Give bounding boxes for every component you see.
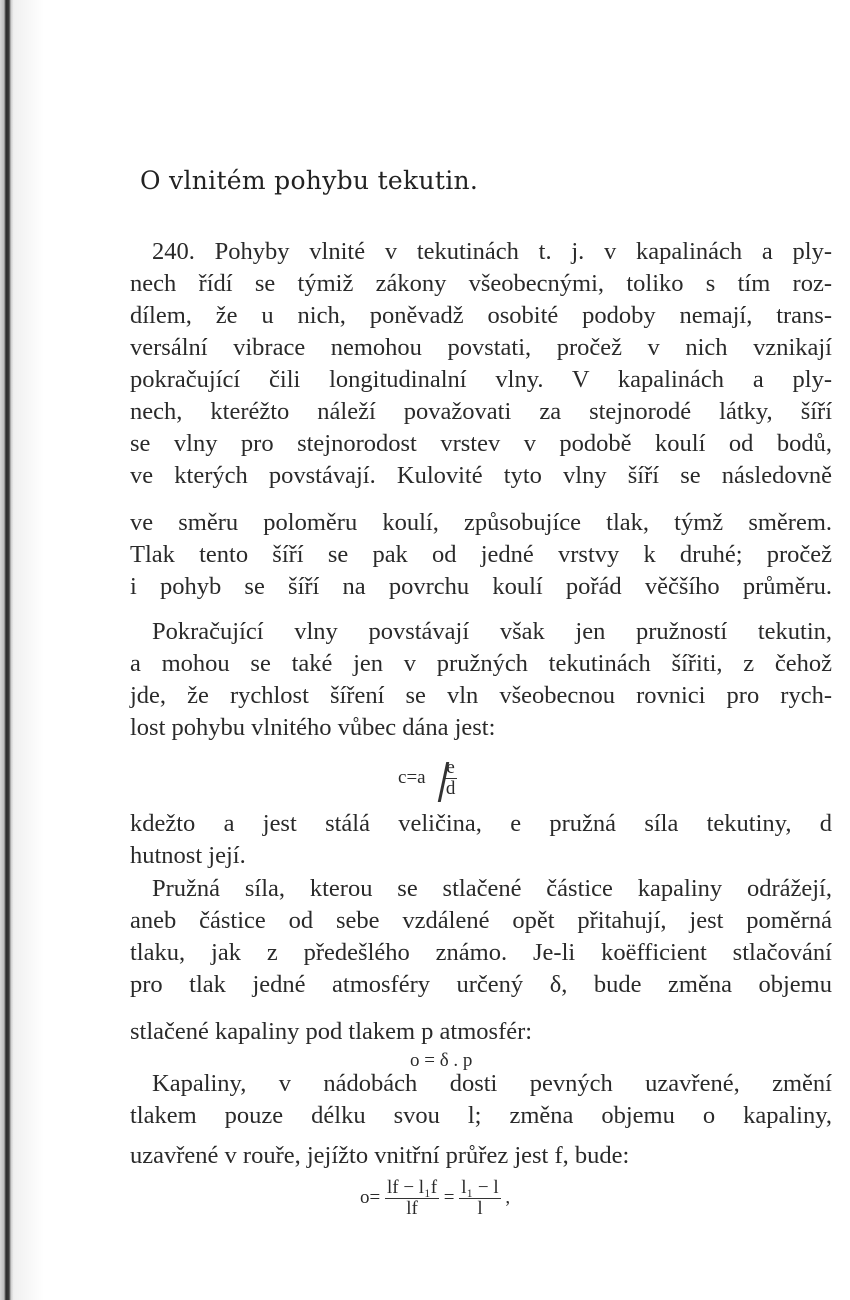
formula-eq: = <box>406 766 418 788</box>
text-line: kdežto a jest stálá veličina, e pružná síla tekutiny, d <box>130 810 832 837</box>
formula-lhs: o <box>360 1186 370 1208</box>
fraction-denominator: d <box>445 778 456 799</box>
page-binding-edge <box>0 0 14 1300</box>
text-line: jde, že rychlost šíření se vln všeobecnou rovnici pro rych- <box>130 682 832 709</box>
text-line: dílem, že u nich, poněvadž osobité podoby nemají, trans- <box>130 302 832 329</box>
formula-lhs: c <box>398 766 407 788</box>
text-line: aneb částice od sebe vzdálené opět přitahují, jest poměrná <box>130 907 832 934</box>
formula-eq: = <box>369 1186 381 1208</box>
binding-shadow <box>14 0 44 1300</box>
text-line: Kapaliny, v nádobách dosti pevných uzavřené, změní <box>152 1070 832 1097</box>
text-line: pro tlak jedné atmosféry určený δ, bude změna objemu <box>130 971 832 998</box>
formula-eq: = <box>443 1186 455 1208</box>
text-line: ve směru poloměru koulí, způsobujíce tlak, týmž směrem. <box>130 509 832 536</box>
text-line: tlaku, jak z předešlého známo. Je-li koëfficient stlačování <box>130 939 832 966</box>
text-line: hutnost její. <box>130 842 246 869</box>
text-line: versální vibrace nemohou povstati, pročež v nich vznikají <box>130 334 832 361</box>
text-line: 240. Pohyby vlnité v tekutinách t. j. v kapalinách a ply- <box>152 238 832 265</box>
sqrt-symbol <box>430 758 456 799</box>
text-line: Tlak tento šíří se pak od jedné vrstvy k druhé; pročež <box>130 541 832 568</box>
fraction-numerator: lf − l₁f <box>386 1177 438 1198</box>
text-line: se vlny pro stejnorodost vrstev v podobě koulí od bodů, <box>130 430 832 457</box>
fraction <box>444 758 456 799</box>
text-line: pokračující čili longitudinalní vlny. V kapalinách a ply- <box>130 366 832 393</box>
fraction <box>385 1178 439 1219</box>
text-line: nech, kteréžto náleží považovati za stejnorodé látky, šíří <box>130 398 832 425</box>
text-line: ve kterých povstávají. Kulovité tyto vlny šíří se následovně <box>130 462 832 489</box>
formula-tube-volume <box>360 1178 510 1219</box>
formula-coef: a <box>417 766 426 788</box>
formula-wave-speed <box>398 758 457 799</box>
fraction <box>459 1178 500 1219</box>
text-line: Pokračující vlny povstávají však jen pružností tekutin, <box>152 618 832 645</box>
text-line: Pružná síla, kterou se stlačené částice kapaliny odrážejí, <box>152 875 832 902</box>
formula-trailing-comma: , <box>505 1186 511 1208</box>
text-line: uzavřené v rouře, jejížto vnitřní průřez jest f, bude: <box>130 1142 630 1169</box>
text-line: a mohou se také jen v pružných tekutinách šířiti, z čehož <box>130 650 832 677</box>
fraction-numerator: e <box>446 757 455 778</box>
text-line: nech řídí se týmiž zákony všeobecnými, toliko s tím roz- <box>130 270 832 297</box>
page-title: O vlnitém pohybu tekutin. <box>140 166 479 195</box>
formula-volume-change: o = δ . p <box>410 1050 473 1071</box>
text-line: lost pohybu vlnitého vůbec dána jest: <box>130 714 496 741</box>
fraction-denominator: l <box>477 1198 483 1219</box>
fraction-numerator: l₁ − l <box>461 1177 499 1198</box>
fraction-denominator: lf <box>406 1198 418 1219</box>
text-line: tlakem pouze délku svou l; změna objemu o kapaliny, <box>130 1102 832 1129</box>
text-line: i pohyb se šíří na povrchu koulí pořád věčšího průměru. <box>130 573 832 600</box>
text-line: stlačené kapaliny pod tlakem p atmosfér: <box>130 1018 533 1045</box>
